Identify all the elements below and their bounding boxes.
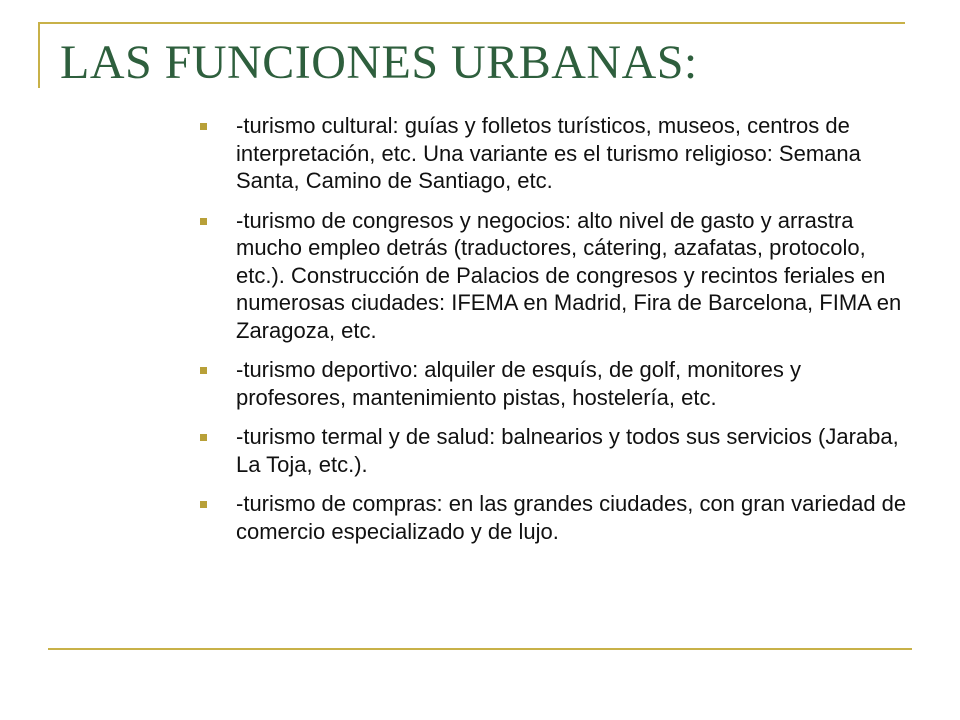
bullet-text: -turismo termal y de salud: balnearios y todos sus servicios (Jaraba, La Toja, etc.). bbox=[236, 424, 899, 477]
bullet-text: -turismo de congresos y negocios: alto nivel de gasto y arrastra mucho empleo detrás (traductores, cátering, azafatas, protocolo, etc.). Construcción de Palacios de congresos y recintos feriales en numerosas ciudades: IFEMA en Madrid, Fira de Barcelona, FIMA en Zaragoza, etc. bbox=[236, 207, 902, 343]
square-bullet-icon bbox=[200, 218, 207, 225]
bullet-item bbox=[196, 490, 916, 545]
square-bullet-icon bbox=[200, 367, 207, 374]
square-bullet-icon bbox=[200, 123, 207, 130]
bullet-text: -turismo deportivo: alquiler de esquís, de golf, monitores y profesores, mantenimiento pistas, hostelería, etc. bbox=[236, 357, 801, 410]
bullet-item bbox=[196, 356, 916, 411]
bullet-item bbox=[196, 423, 916, 478]
bullet-item bbox=[196, 207, 916, 345]
bullet-text: -turismo cultural: guías y folletos turísticos, museos, centros de interpretación, etc. Una variante es el turismo religioso: Semana Santa, Camino de Santiago, etc. bbox=[236, 113, 861, 193]
frame-left-line bbox=[38, 22, 40, 88]
bullet-list bbox=[196, 112, 916, 557]
bullet-text: -turismo de compras: en las grandes ciudades, con gran variedad de comercio especializado y de lujo. bbox=[236, 491, 907, 544]
square-bullet-icon bbox=[200, 434, 207, 441]
frame-top-line bbox=[38, 22, 905, 24]
square-bullet-icon bbox=[200, 501, 207, 508]
frame-bottom-line bbox=[48, 648, 912, 650]
bullet-item bbox=[196, 112, 916, 195]
slide-title: LAS FUNCIONES URBANAS: bbox=[60, 36, 698, 89]
